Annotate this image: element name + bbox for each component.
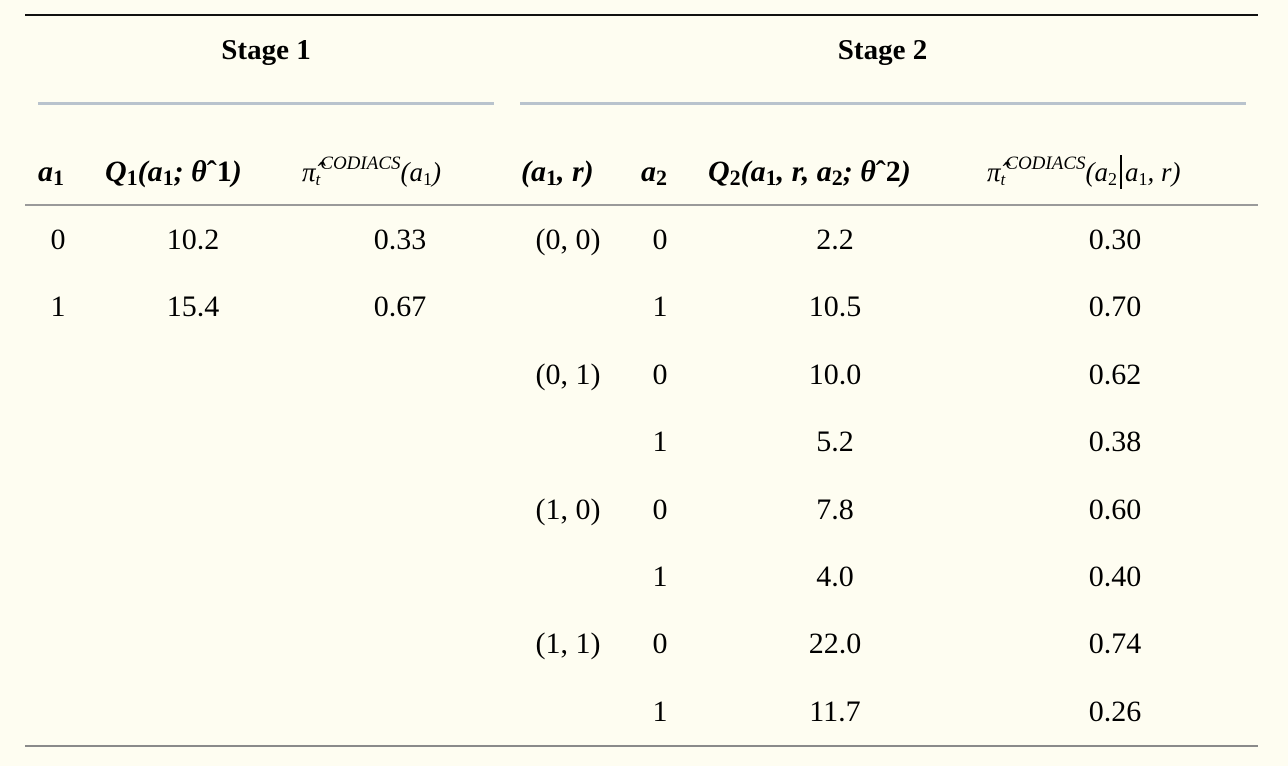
cell-a2: 0 — [652, 627, 668, 660]
cell-q2: 7.8 — [816, 493, 854, 526]
cell-pi2: 0.26 — [1088, 695, 1142, 728]
cell-a2: 0 — [652, 358, 668, 391]
cell-a2: 1 — [652, 425, 668, 458]
header-rule — [25, 204, 1258, 206]
stage1-group-rule — [38, 102, 494, 105]
cell-q2: 4.0 — [816, 560, 854, 593]
cell-a2: 1 — [652, 695, 668, 728]
stage1-title: Stage 1 — [221, 34, 311, 66]
bottom-rule — [25, 745, 1258, 747]
cell-q2: 22.0 — [808, 627, 862, 660]
cell-pi2: 0.38 — [1088, 425, 1142, 458]
cell-a2: 1 — [652, 560, 668, 593]
top-rule — [25, 14, 1258, 16]
cell-pi2: 0.70 — [1088, 290, 1142, 323]
cell-q2: 10.0 — [808, 358, 862, 391]
cell-a1r: (0, 0) — [535, 223, 601, 256]
stage2-group-rule — [520, 102, 1246, 105]
cell-q2: 10.5 — [808, 290, 862, 323]
cell-q1: 10.2 — [166, 223, 220, 256]
cell-a1r: (1, 1) — [535, 627, 601, 660]
cell-a1r: (1, 0) — [535, 493, 601, 526]
header-q2: $Q_2(a_1$, r, $a_2$; θˆ2) — [708, 155, 911, 190]
cell-a1: 0 — [50, 223, 66, 256]
cell-q2: 2.2 — [816, 223, 854, 256]
header-pi2: $\pî_t^{CODIACS}(a_2$ $a_1$, r) — [987, 153, 1181, 189]
cell-a1r — [524, 422, 612, 462]
header-q1: $Q_1(a_1$; θˆ1) — [105, 155, 242, 190]
cell-a2: 0 — [652, 223, 668, 256]
cell-a2: 0 — [652, 493, 668, 526]
header-pi1: $\pî_t^{CODIACS}(a_1)$ — [302, 153, 441, 189]
cell-a1r — [524, 557, 612, 597]
cell-pi2: 0.62 — [1088, 358, 1142, 391]
header-a1: $a_1$ — [38, 155, 64, 190]
cell-pi2: 0.74 — [1088, 627, 1142, 660]
stage2-title: Stage 2 — [837, 34, 928, 66]
cell-pi2: 0.60 — [1088, 493, 1142, 526]
cell-a1r — [524, 692, 612, 732]
header-a2: $a_2$ — [641, 155, 667, 190]
cell-q2: 5.2 — [816, 425, 854, 458]
cell-pi1: 0.67 — [373, 290, 427, 323]
cell-a1r: (0, 1) — [535, 358, 601, 391]
cell-q2: 11.7 — [809, 695, 861, 728]
cell-a1: 1 — [50, 290, 66, 323]
cell-pi2: 0.30 — [1088, 223, 1142, 256]
cell-q1: 15.4 — [166, 290, 220, 323]
cell-a2: 1 — [652, 290, 668, 323]
cell-pi1: 0.33 — [373, 223, 427, 256]
cell-a1r — [524, 287, 612, 327]
header-a1r: ($a_1$, r) — [521, 155, 594, 190]
cell-pi2: 0.40 — [1088, 560, 1142, 593]
